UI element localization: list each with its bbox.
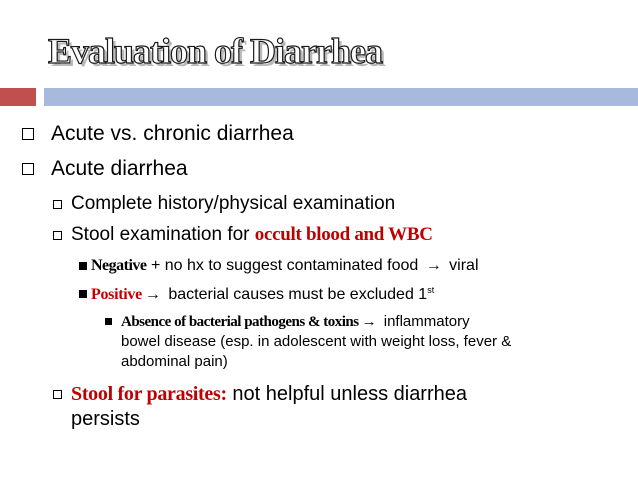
filled-square-bullet-icon: [79, 262, 87, 270]
absence-text-line2: bowel disease (esp. in adolescent with weight loss, fever &: [121, 333, 512, 350]
slide-title: Evaluation of Diarrhea: [48, 31, 382, 71]
absence-text-line3: abdominal pain): [121, 353, 228, 370]
label-positive: Positive: [91, 286, 142, 303]
hollow-square-bullet-icon: [53, 200, 62, 209]
filled-square-bullet-icon: [79, 290, 87, 298]
bullet-text: Acute vs. chronic diarrhea: [51, 122, 294, 145]
hollow-square-bullet-icon: [53, 390, 62, 399]
bullet-text: Stool examination for: [71, 224, 255, 245]
emphasis-stool-parasites: Stool for parasites:: [71, 383, 227, 405]
bullet-text: Complete history/physical examination: [71, 193, 396, 214]
superscript-st: st: [427, 285, 435, 295]
bullet-text: Acute diarrhea: [51, 157, 188, 180]
filled-square-bullet-icon: [105, 318, 112, 325]
label-absence-pathogens: Absence of bacterial pathogens & toxins: [121, 314, 359, 330]
emphasis-occult-blood: occult blood and WBC: [254, 224, 433, 245]
absence-text-line1: inflammatory: [379, 313, 470, 330]
negative-result: viral: [444, 257, 479, 274]
arrow-right-icon: →: [361, 313, 377, 330]
parasites-text-line2: persists: [71, 408, 140, 430]
hollow-square-bullet-icon: [22, 163, 34, 175]
hollow-square-bullet-icon: [22, 128, 34, 140]
positive-text: bacterial causes must be excluded 1: [163, 286, 428, 303]
parasites-text: not helpful unless diarrhea: [226, 383, 467, 405]
negative-text: + no hx to suggest contaminated food: [146, 257, 423, 274]
hollow-square-bullet-icon: [53, 231, 62, 240]
label-negative: Negative: [91, 257, 147, 274]
arrow-right-icon: →: [144, 286, 161, 303]
arrow-right-icon: →: [425, 257, 442, 274]
